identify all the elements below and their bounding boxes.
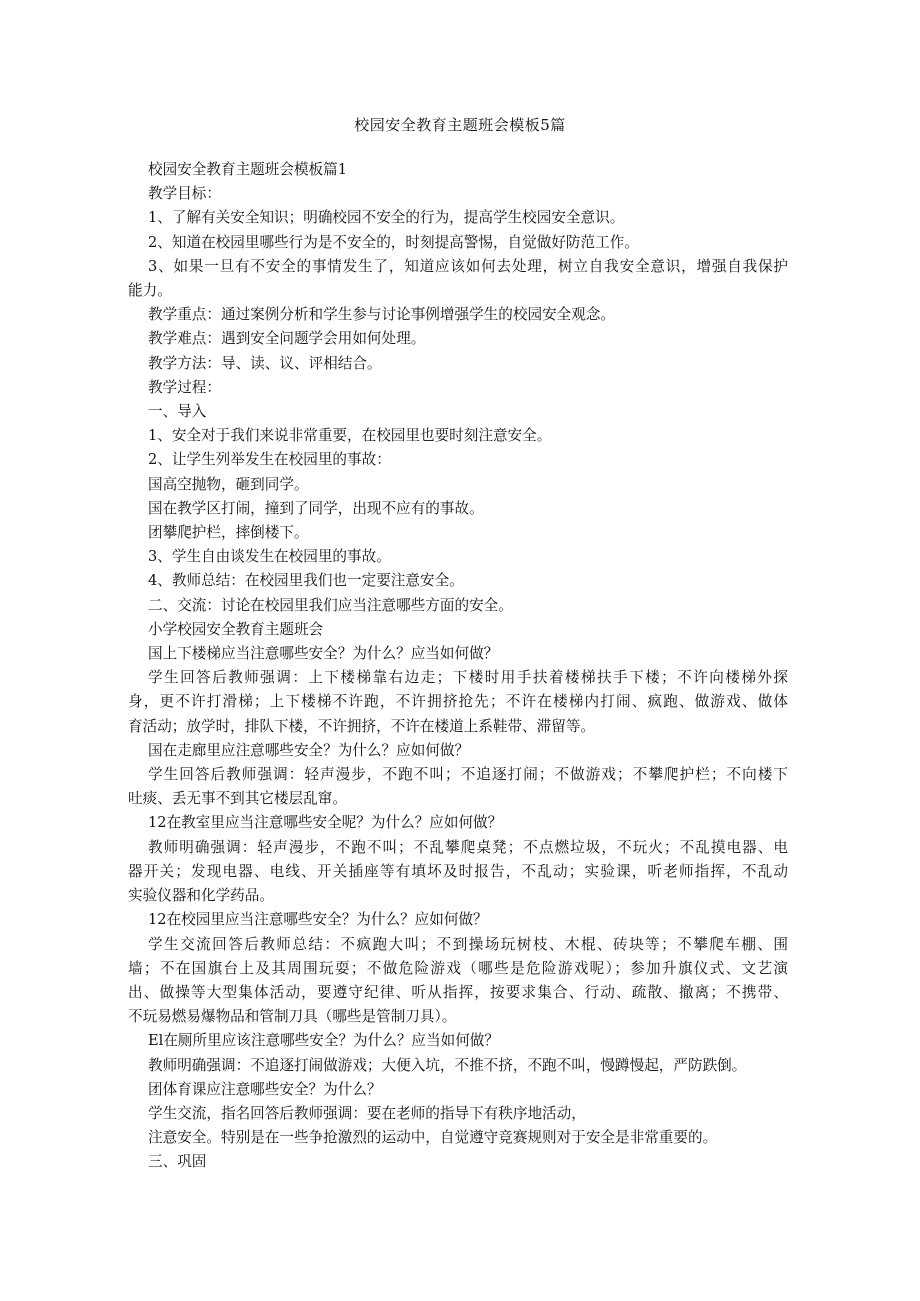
paragraph-line: 团攀爬护栏，摔倒楼下。 [148, 524, 309, 542]
paragraph-line: 12在教室里应当注意哪些安全呢？为什么？应如何做？ [148, 814, 503, 832]
paragraph-line: 能力。 [128, 282, 172, 300]
paragraph-line: 国在教学区打闹，撞到了同学，出现不应有的事故。 [148, 499, 484, 517]
paragraph-line: 小学校园安全教育主题班会 [148, 620, 324, 638]
paragraph-line: 国上下楼梯应当注意哪些安全？为什么？应当如何做？ [148, 645, 499, 663]
paragraph-line: 国在走廊里应注意哪些安全？为什么？应如何做？ [148, 741, 470, 759]
paragraph-line: 校园安全教育主题班会模板篇1 [148, 161, 348, 178]
paragraph-line: 2、让学生列举发生在校园里的事故： [148, 451, 391, 469]
paragraph-line: 3、如果一旦有不安全的事情发生了，知道应该如何去处理，树立自我安全意识，增强自我保护 [148, 257, 788, 275]
paragraph-line: 实验仪器和化学药品。 [128, 887, 274, 905]
paragraph-line: 3、学生自由谈发生在校园里的事故。 [148, 548, 391, 566]
paragraph-line: 教学方法：导、读、议、评相结合。 [148, 354, 382, 372]
paragraph-line: 2、知道在校园里哪些行为是不安全的，时刻提高警惕，自觉做好防范工作。 [148, 233, 639, 251]
paragraph-line: 教师明确强调：轻声漫步，不跑不叫；不乱攀爬桌凳；不点燃垃圾，不玩火；不乱摸电器、电 [148, 838, 788, 856]
paragraph-line: 学生回答后教师强调：轻声漫步，不跑不叫；不追逐打闹；不做游戏；不攀爬护栏；不向楼下 [148, 766, 788, 784]
paragraph-line: 1、了解有关安全知识；明确校园不安全的行为，提高学生校园安全意识。 [148, 209, 625, 227]
paragraph-line: 育活动；放学时，排队下楼，不许拥挤，不许在楼道上系鞋带、滞留等。 [128, 717, 596, 735]
paragraph-line: 团体育课应注意哪些安全？为什么？ [148, 1080, 382, 1098]
paragraph-line: 出、做操等大型集体活动，要遵守纪律、听从指挥，按要求集合、行动、疏散、撤离；不携带、 [128, 983, 788, 1001]
paragraph-line: 吐痰、丢无事不到其它楼层乱窜。 [128, 790, 347, 808]
paragraph-line: 12在校园里应当注意哪些安全？为什么？应如何做？ [148, 911, 488, 929]
paragraph-line: 教学难点：遇到安全问题学会用如何处理。 [148, 330, 426, 348]
paragraph-line: 教学过程： [148, 378, 221, 396]
paragraph-line: 学生回答后教师强调：上下楼梯靠右边走；下楼时用手扶着楼梯扶手下楼；不许向楼梯外探 [148, 669, 788, 687]
paragraph-line: 身，更不许打滑梯；上下楼梯不许跑，不许拥挤抢先；不许在楼梯内打闹、疯跑、做游戏、做体 [128, 693, 788, 711]
paragraph-line: 不玩易燃易爆物品和管制刀具（哪些是管制刀具）。 [128, 1008, 457, 1026]
paragraph-line: 二、交流：讨论在校园里我们应当注意哪些方面的安全。 [148, 596, 513, 614]
paragraph-line: 1、安全对于我们来说非常重要，在校园里也要时刻注意安全。 [148, 427, 552, 445]
paragraph-line: 教师明确强调：不追逐打闹做游戏；大便入坑，不推不挤，不跑不叫，慢蹲慢起，严防跌倒。 [148, 1056, 747, 1074]
paragraph-line: 注意安全。特别是在一些争抢激烈的运动中，自觉遵守竞赛规则对于安全是非常重要的。 [148, 1129, 718, 1147]
document-body [128, 158, 788, 1175]
paragraph-line: 墙；不在国旗台上及其周围玩耍；不做危险游戏（哪些是危险游戏呢）；参加升旗仪式、文艺演 [128, 959, 788, 977]
paragraph-line: 一、导入 [148, 403, 207, 421]
document-title: 校园安全教育主题班会模板5篇 [354, 116, 566, 134]
paragraph-line: 国高空抛物，砸到同学。 [148, 475, 309, 493]
paragraph-line: 学生交流回答后教师总结：不疯跑大叫；不到操场玩树枝、木棍、砖块等；不攀爬车棚、围 [148, 935, 788, 953]
paragraph-line: 学生交流，指名回答后教师强调：要在老师的指导下有秩序地活动， [148, 1104, 586, 1122]
paragraph-line: 三、巩固 [148, 1153, 207, 1171]
paragraph-line: 4、教师总结：在校园里我们也一定要注意安全。 [148, 572, 464, 590]
paragraph-line: El在厕所里应该注意哪些安全？为什么？应当如何做？ [148, 1032, 499, 1050]
paragraph-line: 器开关；发现电器、电线、开关插座等有填坏及时报告，不乱动；实验课，听老师指挥，不乱动 [128, 862, 788, 880]
paragraph-line: 教学重点：通过案例分析和学生参与讨论事例增强学生的校园安全观念。 [148, 306, 616, 324]
paragraph-line: 教学目标： [148, 185, 221, 203]
